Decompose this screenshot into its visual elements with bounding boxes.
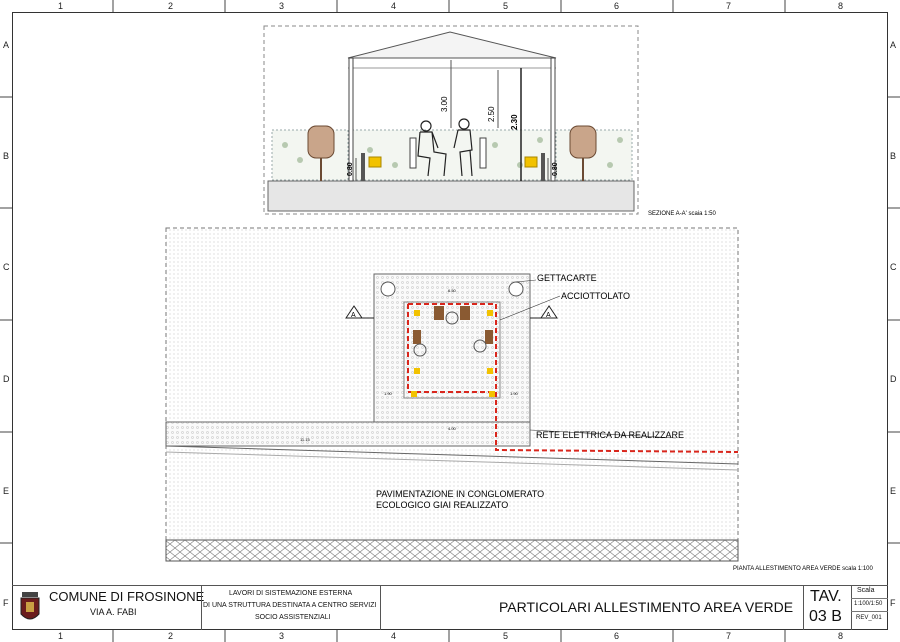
plan-label-cobble: ACCIOTTOLATO [561, 291, 631, 301]
plan-brick-band [166, 540, 738, 561]
plan-dim: 4.00 [448, 426, 456, 431]
section-dim-bold: 2.30 [510, 114, 519, 130]
plan-label-bin: GETTACARTE [537, 273, 597, 283]
works-line-3: SOCIO ASSISTENZIALI [255, 614, 331, 621]
col-label-top: 5 [503, 1, 509, 11]
sheet-title: PARTICOLARI ALLESTIMENTO AREA VERDE [499, 599, 794, 615]
row-label-left: A [3, 40, 10, 50]
col-label-top: 8 [838, 1, 844, 11]
col-label-bottom: 2 [168, 631, 174, 641]
tav-number: 03 B [809, 608, 842, 625]
col-label-bottom: 4 [391, 631, 397, 641]
plan-dim: 1.90 [384, 391, 392, 396]
row-label-right: D [890, 374, 897, 384]
plan-bin [487, 310, 493, 316]
section-dim-right: 0.80 [552, 162, 559, 176]
row-label-right: C [890, 262, 897, 272]
works-line-1: LAVORI DI SISTEMAZIONE ESTERNA [229, 590, 353, 597]
plan-dim: 11.15 [300, 437, 310, 442]
plan-bench [413, 330, 421, 344]
scale-label: Scala [857, 587, 875, 594]
row-label-left: D [3, 374, 10, 384]
plan-section-marker-right-label: A [546, 312, 551, 319]
plan-bench [460, 306, 470, 320]
row-label-right: B [890, 151, 897, 161]
scale-divider [851, 598, 888, 599]
col-label-top: 1 [58, 1, 64, 11]
plan-dim: 1.90 [510, 391, 518, 396]
section-caption: SEZIONE A-A' scaia 1:50 [648, 211, 716, 217]
plan-label-paving-1: PAVIMENTAZIONE IN CONGLOMERATO [376, 489, 545, 499]
municipality-name: COMUNE DI FROSINONE [49, 589, 205, 604]
plan-bin [414, 310, 420, 316]
plan-cobble-pad [374, 274, 530, 422]
col-label-bottom: 3 [279, 631, 285, 641]
col-label-top: 3 [279, 1, 285, 11]
plan-section-marker-left-label: A [351, 312, 356, 319]
section-dim-left: 0.80 [347, 162, 354, 176]
plan-path-strip [166, 422, 530, 446]
col-label-bottom: 6 [614, 631, 620, 641]
section-dim-mid: 2.50 [487, 106, 496, 122]
scale-value: 1:100/1:50 [854, 601, 883, 607]
revision: REV_001 [856, 615, 882, 621]
col-label-top: 7 [726, 1, 732, 11]
plan-bench [485, 330, 493, 344]
col-label-top: 6 [614, 1, 620, 11]
plan-label-paving-2: ECOLOGICO GIAI REALIZZATO [376, 500, 509, 510]
plan-bin [487, 368, 493, 374]
row-label-left: F [3, 598, 9, 608]
col-label-top: 4 [391, 1, 397, 11]
municipality-address: VIA A. FABI [90, 607, 137, 617]
plan-bin [414, 368, 420, 374]
row-label-left: B [3, 151, 10, 161]
scale-divider [851, 611, 888, 612]
section-dim-total: 3.00 [440, 96, 449, 112]
col-label-bottom: 7 [726, 631, 732, 641]
plan-caption: PIANTA ALLESTIMENTO AREA VERDE scala 1:100 [733, 566, 873, 572]
plan-label-network: RETE ELETTRICA DA REALIZZARE [536, 430, 685, 440]
col-label-bottom: 5 [503, 631, 509, 641]
plan-bin [411, 391, 417, 397]
row-label-left: C [3, 262, 10, 272]
col-label-bottom: 1 [58, 631, 64, 641]
col-label-bottom: 8 [838, 631, 844, 641]
row-label-right: F [890, 598, 896, 608]
col-label-top: 2 [168, 1, 174, 11]
works-line-2: DI UNA STRUTTURA DESTINATA A CENTRO SERVIZI [203, 602, 377, 609]
row-label-right: E [890, 486, 897, 496]
municipal-crest [18, 590, 42, 626]
plan-dim: 6.50 [448, 288, 456, 293]
plan-bench [434, 306, 444, 320]
tav-label: TAV. [810, 588, 842, 605]
row-label-right: A [890, 40, 897, 50]
plan-bin [489, 391, 495, 397]
row-label-left: E [3, 486, 10, 496]
